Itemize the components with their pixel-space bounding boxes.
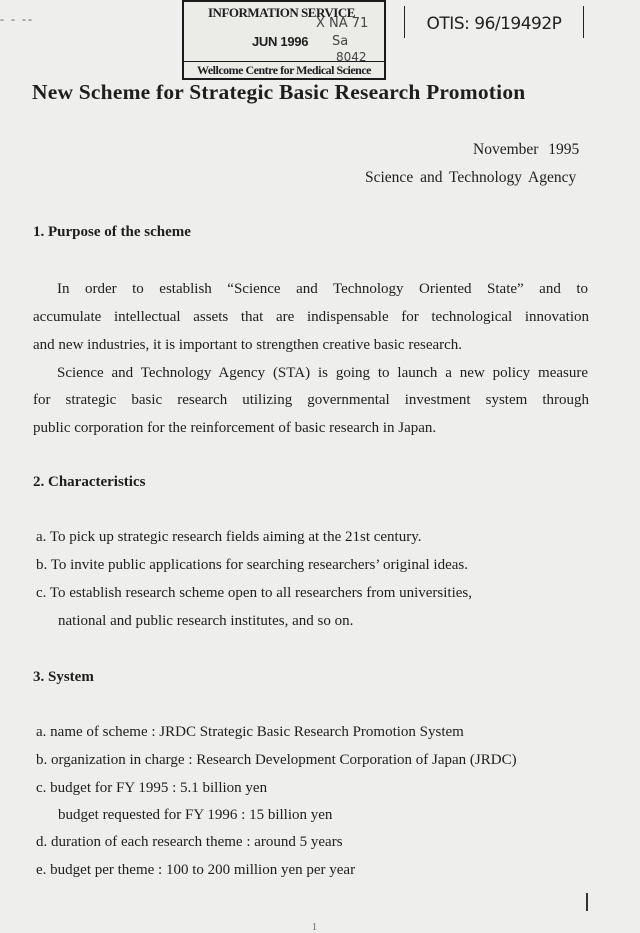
list-item: c. To establish research scheme open to all researchers from universities,: [36, 585, 473, 601]
stamp-handwriting-code: X NA 71: [316, 16, 369, 31]
page-number: 1: [312, 922, 317, 933]
stamp-date: JUN 1996: [252, 34, 309, 49]
document-date: November 1995: [473, 141, 580, 158]
paragraph-line: Science and Technology Agency (STA) is going to launch a new policy measure: [57, 365, 588, 381]
list-item: e. budget per theme : 100 to 200 million yen per year: [36, 862, 356, 878]
section-heading-system: 3. System: [33, 669, 94, 685]
list-item: a. To pick up strategic research fields aiming at the 21st century.: [36, 529, 422, 545]
section-heading-purpose: 1. Purpose of the scheme: [33, 224, 191, 240]
stamp-handwriting-initials: Sa: [332, 34, 349, 49]
paragraph-line: and new industries, it is important to strengthen creative basic research.: [33, 337, 463, 353]
list-item: b. organization in charge : Research Development Corporation of Japan (JRDC): [36, 752, 517, 768]
list-item-continuation: national and public research institutes, and so on.: [58, 613, 354, 629]
paragraph-line: for strategic basic research utilizing governmental investment system through: [33, 392, 589, 408]
section-heading-characteristics: 2. Characteristics: [33, 474, 146, 490]
library-stamp: [182, 0, 386, 80]
margin-mark: [586, 893, 588, 911]
document-title: New Scheme for Strategic Basic Research Promotion: [32, 80, 526, 104]
paragraph-line: public corporation for the reinforcement of basic research in Japan.: [33, 420, 437, 436]
issuing-agency: Science and Technology Agency: [365, 169, 577, 186]
reference-number: OTIS: 96/19492P: [404, 6, 584, 38]
paragraph-line: In order to establish “Science and Technology Oriented State” and to: [57, 281, 588, 297]
paragraph-line: accumulate intellectual assets that are indispensable for technological innovation: [33, 309, 589, 325]
list-item: c. budget for FY 1995 : 5.1 billion yen: [36, 780, 268, 796]
stamp-title: INFORMATION SERVICE: [208, 5, 355, 20]
list-item: a. name of scheme : JRDC Strategic Basic Research Promotion System: [36, 724, 464, 740]
corner-mark: - - --: [0, 12, 34, 26]
list-item: b. To invite public applications for searching researchers’ original ideas.: [36, 557, 468, 573]
stamp-handwriting-number: 8042: [336, 50, 367, 64]
stamp-institution: Wellcome Centre for Medical Science: [184, 61, 384, 78]
list-item: d. duration of each research theme : around 5 years: [36, 834, 343, 850]
list-item-continuation: budget requested for FY 1996 : 15 billion yen: [58, 807, 333, 823]
